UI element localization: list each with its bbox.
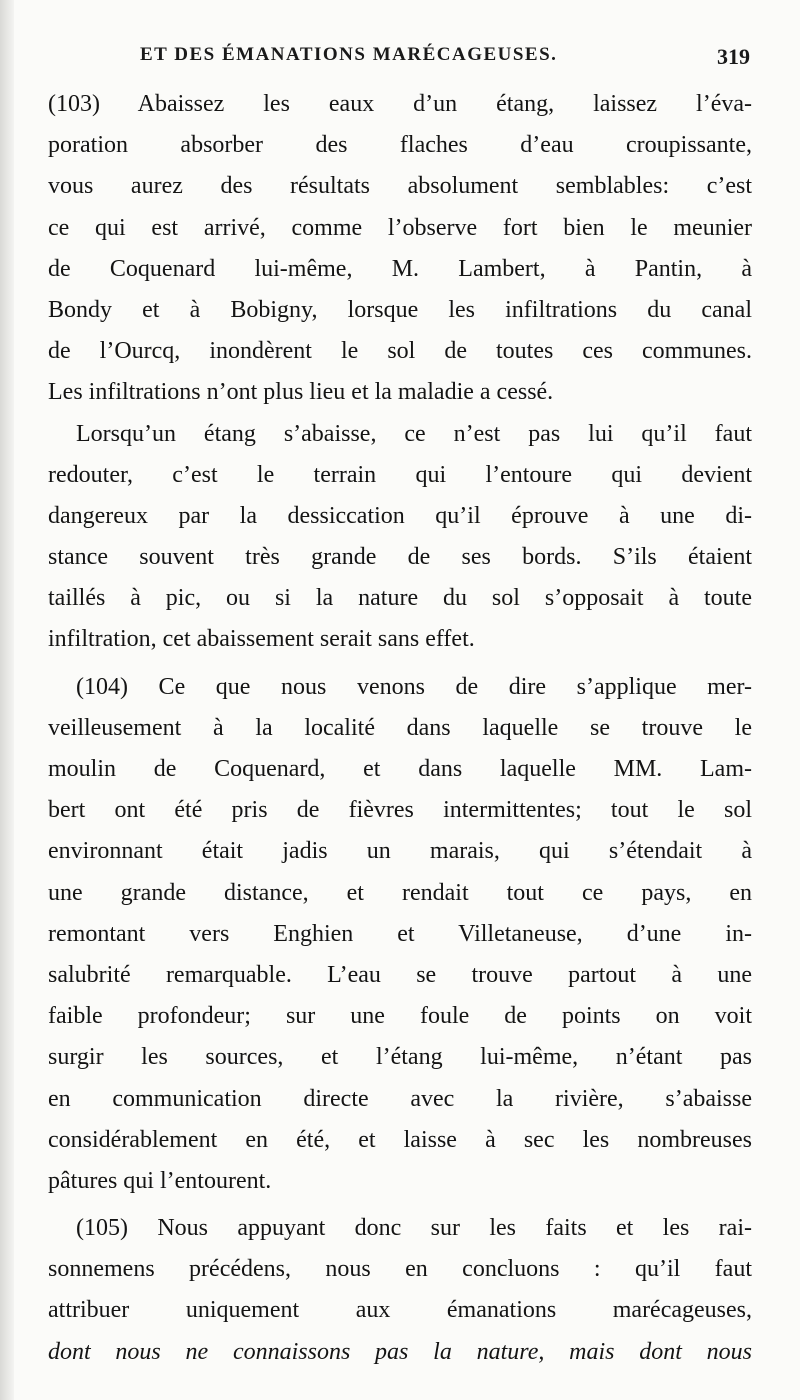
- text-line: environnant était jadis un marais, qui s’étendait à: [48, 838, 752, 865]
- text-line: (103) Abaissez les eaux d’un étang, laissez l’éva-: [48, 91, 752, 117]
- text-line: Bondy et à Bobigny, lorsque les infiltrations du canal: [48, 296, 752, 323]
- text-line: une grande distance, et rendait tout ce pays, en: [48, 879, 752, 906]
- body-text: [48, 84, 752, 1373]
- text-line: salubrité remarquable. L’eau se trouve partout à une: [48, 961, 752, 988]
- text-line: stance souvent très grande de ses bords. S’ils étaient: [48, 544, 752, 571]
- text-line: (105) Nous appuyant donc sur les faits et les rai-: [76, 1215, 752, 1242]
- text-line: sonnemens précédens, nous en concluons : qu’il faut: [48, 1256, 752, 1283]
- text-line: dangereux par la dessiccation qu’il éprouve à une di-: [48, 502, 752, 529]
- text-line: de l’Ourcq, inondèrent le sol de toutes ces communes.: [48, 338, 752, 365]
- running-title: ET DES ÉMANATIONS MARÉCAGEUSES.: [140, 44, 558, 65]
- text-line: redouter, c’est le terrain qui l’entoure qui devient: [48, 461, 752, 488]
- text-line: faible profondeur; sur une foule de points on voit: [48, 1003, 752, 1030]
- text-line: surgir les sources, et l’étang lui-même, n’étant pas: [48, 1044, 752, 1071]
- text-line: (104) Ce que nous venons de dire s’applique mer-: [76, 673, 752, 700]
- text-line: poration absorber des flaches d’eau croupissante,: [48, 132, 752, 159]
- text-line: remontant vers Enghien et Villetaneuse, d’une in-: [48, 920, 752, 947]
- text-line: veilleusement à la localité dans laquelle se trouve le: [48, 714, 752, 741]
- text-line: attribuer uniquement aux émanations marécageuses,: [48, 1297, 752, 1324]
- text-line: en communication directe avec la rivière, s’abaisse: [48, 1085, 752, 1112]
- page-number: 319: [717, 44, 750, 69]
- page-gutter-shadow: [0, 0, 14, 1400]
- text-line-italic: dont nous ne connaissons pas la nature, mais dont nous: [48, 1338, 752, 1365]
- text-line: Les infiltrations n’ont plus lieu et la maladie a cessé.: [48, 379, 554, 406]
- paragraph-105: [48, 1208, 752, 1373]
- text-line: bert ont été pris de fièvres intermittentes; tout le sol: [48, 797, 752, 824]
- paragraph-104: [48, 667, 752, 1202]
- text-line: moulin de Coquenard, et dans laquelle MM. Lam-: [48, 756, 752, 782]
- text-line: de Coquenard lui-même, M. Lambert, à Pantin, à: [48, 255, 752, 282]
- paragraph-103-continued: [48, 414, 752, 661]
- text-line: Lorsqu’un étang s’abaisse, ce n’est pas lui qu’il faut: [76, 420, 752, 447]
- text-line: vous aurez des résultats absolument semblables: c’est: [48, 173, 752, 200]
- text-line: taillés à pic, ou si la nature du sol s’opposait à toute: [48, 585, 752, 612]
- paragraph-103: [48, 84, 752, 414]
- page-header: [140, 44, 750, 80]
- text-line: considérablement en été, et laisse à sec les nombreuses: [48, 1126, 752, 1153]
- text-line: ce qui est arrivé, comme l’observe fort bien le meunier: [48, 214, 752, 241]
- text-line: infiltration, cet abaissement serait sans effet.: [48, 626, 475, 653]
- text-line: pâtures qui l’entourent.: [48, 1167, 272, 1194]
